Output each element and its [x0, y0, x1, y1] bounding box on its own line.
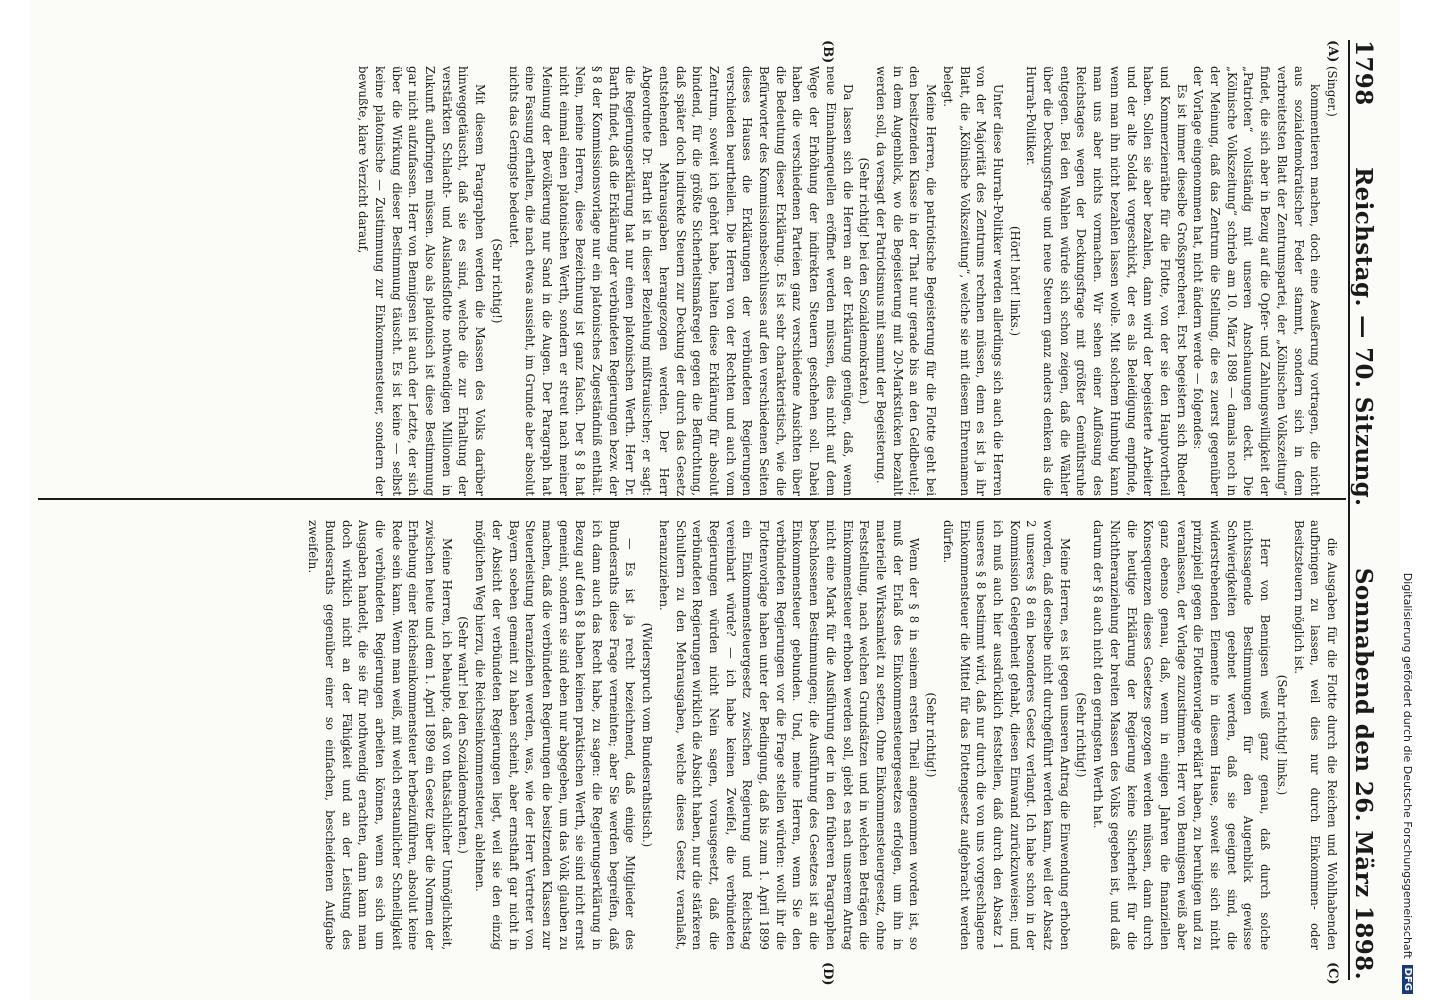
- paragraph: Herr von Bennigsen weiß ganz genau, daß durch solche nichtssagende Bestimmungen für den Augenblick gewisse Schwierigkeiten geebnet werden, daß sie geeignet sind, die widerstrebenden Elemente in diesem Hause, soweit sie sich nicht prinzipiell gegen die Flottenvorlage erklärt haben, zu beruhigen und zu veranlassen, der Vorlage zuzustimmen. Herr von Bennigsen weiß aber ganz ebenso genau, daß, wenn in einigen Jahren die finanziellen Konsequenzen dieses Gesetzes gezogen werden müssen, dann durch die heutige Erklärung der Regierung keine Sicherheit für die Nichtheranziehung der breiten Massen des Volks gegeben ist, und daß darum der § 8 auch nicht den geringsten Werth hat.: [1091, 520, 1273, 950]
- paragraph: (Sehr wahr! bei den Sozialdemokraten.): [456, 616, 471, 854]
- paragraph: (Hört! hört! links.): [1007, 225, 1022, 337]
- document-page: [30, 0, 1400, 1000]
- paragraph: (Widerspruch vom Bundesrathstisch.): [640, 622, 655, 848]
- paragraph: (Sehr richtig! bei den Sozialdemokraten.): [857, 157, 872, 405]
- paragraph: (Sehr richtig!): [924, 692, 939, 778]
- paragraph: Da lassen sich die Herren an der Erklärung genügen, daß, wenn neue Einnahmequellen eröffnet werden müssen, dies nicht auf dem Wege der Erhöhung der indirekten Steuern geschehen soll. Dabei haben die verschiedenen Parteien ganz verschiedene Ansichten über die Bedeutung dieser Erklärung. Es ist sehr charakteristisch, wie die Befürworter des Kommissionsbeschlusses auf den verschiedenen Seiten dieses Hauses die Erklärungen der verbündeten Regierungen verschieden beurtheilen. Die Herren von der Rechten und auch vom Zentrum, soweit ich gehört habe, halten diese Erklärung für absolut bindend, für die größte Sicherheitsmaßregel gegen die Befürchtung, daß später doch indirekte Steuern zur Deckung der durch das Gesetz entstehenden Mehrausgaben herangezogen werden. Der Herr Abgeordnete Dr. Barth ist in dieser Beziehung mißtrauischer; er sagt: die Regierungserklärung hat nur einen platonischen Werth. Herr Dr. Barth findet, daß die Erklärung der verbündeten Regierungen bezw. der § 8 der Kommissionsvorlage nur ein platonisches Zugeständniß enthält. Nein, meine Herren, diese Bezeichnung ist ganz falsch. Der § 8 hat nicht einmal einen platonischen Werth, sondern er streut nach meiner Meinung der Bevölkerung nur Sand in die Augen. Der Paragraph hat eine Fassung erhalten, die nach etwas aussieht, im Grunde aber absolut nichts das Geringste bedeutet.: [506, 66, 855, 496]
- dfg-logo: DFG: [1403, 965, 1414, 994]
- paragraph: — Es ist ja recht bezeichnend, daß einige Mitglieder des Bundesraths diese Frage verneinten; aber Sie werden begreifen, daß ich dann auch das Recht habe, zu sagen: die Regierungserklärung in Bezug auf den § 8 haben keinen praktischen Werth, sie sind nicht ernst gemeint, sondern sie sind eben nur abgegeben, um das Volk glauben zu machen, daß die verbündeten Regierungen die besitzenden Klassen zur Steuerleistung heranziehen werden, was, wie der Herr Vertreter von Bayern soeben gemeint zu haben scheint, aber ernsthaft gar nicht in der Absicht der verbündeten Regierungen liegt, weil sie den einzig möglichen Weg hierzu, die Reichseinkommensteuer, ablehnen.: [473, 520, 638, 950]
- footer-text: Digitalisierung gefördert durch die Deutsche Forschungsgemeinschaft: [1401, 572, 1415, 959]
- margin-marker-b: (B): [820, 40, 835, 64]
- page-number: 1798: [1350, 40, 1377, 106]
- paragraph: kommentieren machen, doch eine Aeußerung vortragen, die nicht aus sozialdemokratischer Feder stammt, sondern sich in dem verbreitetsten Blatt der Zentrumspartei, der „Kölnischen Volkszeitung“ findet, die sich aber in Bezug auf die Opfer- und Zahlungswilligkeit der „Patrioten“ vollständig mit unseren Anschauungen deckt. Die „Kölnische Volkszeitung“ schrieb am 10. März 1898 — damals noch in der Meinung, daß das Zentrum die Stellung, die es zuerst gegenüber der Vorlage eingenommen hat, nicht ändern werde — folgendes:: [1191, 66, 1323, 496]
- paragraph: (Sehr richtig! links.): [1274, 674, 1289, 796]
- paragraph: die Ausgaben für die Flotte durch die Reichen und Wohlhabenden aufbringen zu lassen, weil dies nur durch Einkommen- oder Besitzsteuern möglich ist.: [1291, 520, 1339, 950]
- page-date: Sonnabend den 26. März 1898.: [1350, 567, 1377, 980]
- margin-marker-c: (C): [1325, 962, 1340, 985]
- column-divider: [38, 498, 1346, 500]
- paragraph: Wenn der § 8 in seinem ersten Theil angenommen worden ist, so muß der Erlaß des Einkommensteuergesetzes erfolgen, um ihn in materielle Wirksamkeit zu setzen. Ohne Einkommensteuergesetz, ohne Feststellung, nach welchen Grundsätzen und in welchen Beträgen die Einkommensteuer erhoben werden soll, giebt es nach unserem Antrag nicht eine Mark für die Ausführung der in den früheren Paragraphen beschlossenen Bestimmungen; die Ausführung des Gesetzes ist an die Einkommensteuer gebunden. Und, meine Herren, wenn Sie den verbündeten Regierungen vor die Frage stellen würden: wollt ihr die Flottenvorlage haben unter der Bedingung, daß bis zum 1. April 1899 ein Einkommensteuergesetz zwischen Regierung und Reichstag vereinbart würde? — ich habe keinen Zweifel, die verbündeten Regierungen würden nicht Nein sagen, vorausgesetzt, daß die verbündeten Regierungen wirklich die Absicht haben, nur die stärkeren Schultern zu den Mehrausgaben, welche dieses Gesetz veranlaßt, heranzuziehen.: [656, 520, 922, 950]
- paragraph: Es ist immer dieselbe Großsprecherei. Erst begeistern sich Rheder und Kommerzienräthe für die Flotte, von der sie den Hauptvortheil haben. Sollen sie aber bezahlen, dann wird der begeisterte Arbeiter und der alte Soldat vorgeschickt, der es als Beleidigung empfinde, wenn man ihn nicht bezahlen lassen wolle. Mit solchem Humbug kann man uns aber nichts vormachen. Wir sehen einer Auflösung des Reichstages wegen der Deckungsfrage mit größter Gemüthsruhe entgegen. Bei den Wahlen würde sich schon zeigen, daß die Wähler über die Deckungsfrage und neue Steuern ganz anders denken als die Hurrah-Politiker.: [1024, 66, 1189, 496]
- paragraph: (Sehr richtig!): [1074, 692, 1089, 778]
- text-column-left: [40, 66, 1340, 496]
- text-column-right: [40, 520, 1340, 950]
- paragraph: Mit diesem Paragraphen werden die Massen des Volks darüber hinweggetäuscht, daß sie es sind, welche die zur Erhaltung der verstärkten Schlacht- und Auslandsflotte nothwendigen Millionen in Zukunft aufbringen müssen. Also als platonisch ist diese Bestimmung gar nicht aufzufassen. Herr von Bennigsen ist auch der Letzte, der sich über die Wirkung dieser Bestimmung täuscht. Es ist keine — selbst keine platonische — Zustimmung zur Einkommensteuer, sondern der bewußte, klare Verzicht darauf,: [356, 66, 488, 496]
- margin-marker-d: (D): [820, 962, 835, 986]
- margin-marker-a: (A): [1325, 40, 1340, 63]
- page-header: [1348, 40, 1384, 980]
- paragraph: (Singer.): [1325, 66, 1339, 117]
- paragraph: Meine Herren, es ist gegen unseren Antrag die Einwendung erhoben worden, daß derselbe nicht durchgeführt werden kann, weil der Absatz 2 unseres § 8 ein besonderes Gesetz verlangt. Ich habe schon in der Kommission Gelegenheit gehabt, diesen Einwand zurückzuweisen; und ich muß auch hier ausdrücklich feststellen, daß durch den Absatz 1 unseres § 8 bestimmt wird, daß nur durch die von uns vorgeschlagene Einkommensteuer die Mittel für das Flottengesetz aufgebracht werden dürfen.: [940, 520, 1072, 950]
- paragraph: (Sehr richtig!): [489, 238, 504, 324]
- page-title: Reichstag. — 70. Sitzung.: [1350, 167, 1377, 507]
- paragraph: Unter diese Hurrah-Politiker werden allerdings sich auch die Herren von der Majorität des Zentrums rechnen müssen, denn es ist ja ihr Blatt, die „Kölnische Volkszeitung“, welche sie mit diesem Ehrennamen belegt.: [940, 66, 1005, 496]
- paragraph: Meine Herren, die patriotische Begeisterung für die Flotte geht bei den besitzenden Klasse in der That nur gerade bis an den Geldbeutel; in dem Augenblick, wo die Begeisterung mit 20-Markstücken bezahlt werden soll, da versagt der Patriotismus mit sammt der Begeisterung.: [874, 66, 939, 496]
- paragraph: Meine Herren, ich behaupte, daß von thatsächlicher Unmöglichkeit, zwischen heute und dem 1. April 1899 ein Gesetz über die Normen der Erhebung einer Reichseinkommensteuer herbeizuführen, absolut keine Rede sein kann. Wenn man weiß, mit welch erstaunlicher Schnelligkeit die verbündeten Regierungen arbeiten können, wenn es sich um Ausgaben handelt, die sie für nothwendig erachten, dann kann man doch wirklich nicht an der Fähigkeit und an der Leistung des Bundesraths gegenüber einer so einfachen, bescheidenen Aufgabe zweifeln.: [306, 520, 454, 950]
- footer-credit: [1398, 0, 1418, 1000]
